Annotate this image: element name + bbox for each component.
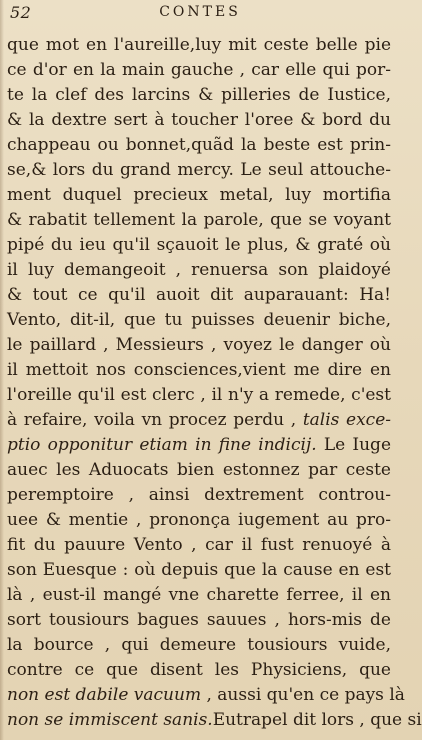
line-text: chappeau ou bonnet,quãd la beste est prin-: [7, 135, 391, 155]
text-line: [7, 408, 391, 433]
text-line: [7, 683, 405, 708]
text-line: [7, 283, 391, 308]
italic-latin-text: ptio opponitur etiam in fine indicij.: [7, 435, 317, 455]
line-text: peremptoire , ainsi dextrement controu-: [7, 485, 391, 505]
line-text: que mot en l'aureille,luy mit ceste belle pie: [7, 35, 391, 55]
line-text: Vento, dit-il, que tu puisses deuenir biche,: [7, 310, 391, 330]
line-text: Le Iuge: [316, 435, 392, 455]
text-line: [7, 383, 391, 408]
page-gutter-shadow: [0, 0, 4, 740]
italic-latin-text: talis exce-: [302, 410, 391, 430]
line-text: & la dextre sert à toucher l'oree & bord du: [7, 110, 391, 130]
text-line: [7, 183, 391, 208]
text-line: [7, 258, 391, 283]
text-line: [7, 458, 391, 483]
line-text: il mettoit nos consciences,vient me dire en: [7, 360, 391, 380]
line-text: & tout ce qu'il auoit dit auparauant: Ha!: [7, 285, 391, 305]
page-number: 52: [10, 3, 32, 22]
text-line: [7, 133, 391, 158]
line-text: ment duquel precieux metal, luy mortifia: [7, 185, 391, 205]
text-line: [7, 233, 391, 258]
line-text: sort tousiours bagues sauues , hors-mis de: [7, 610, 391, 630]
line-text: le paillard , Messieurs , voyez le danger où: [7, 335, 391, 355]
text-line: [7, 433, 391, 458]
line-text: son Euesque : où depuis que la cause en est: [7, 560, 391, 580]
line-text: , aussi qu'en ce pays là: [201, 685, 405, 705]
italic-latin-text: non est dabile vacuum: [7, 685, 202, 705]
text-line: [7, 558, 391, 583]
text-line: [7, 158, 391, 183]
line-text: contre ce que disent les Physiciens, que: [7, 660, 391, 680]
line-text: se,& lors du grand mercy. Le seul attouche-: [7, 160, 391, 180]
text-line: [7, 33, 391, 58]
text-line: [7, 608, 391, 633]
text-line: [7, 583, 391, 608]
text-line: [7, 533, 391, 558]
text-line: [7, 308, 391, 333]
line-text: & rabatit tellement la parole, que se voyant: [7, 210, 391, 230]
line-text: fit du pauure Vento , car il fust renuoyé à: [7, 535, 391, 555]
italic-latin-text: non se immiscent sanis.: [7, 710, 213, 730]
line-text: uee & mentie , prononça iugement au pro-: [7, 510, 391, 530]
text-line: [7, 708, 422, 733]
line-text: auec les Aduocats bien estonnez par ceste: [7, 460, 391, 480]
line-text: là , eust-il mangé vne charette ferree, il en: [7, 585, 391, 605]
text-line: [7, 333, 391, 358]
text-line: [7, 508, 391, 533]
text-line: [7, 358, 391, 383]
text-line: [7, 633, 391, 658]
line-text: l'oreille qu'il est clerc , il n'y a remede, c'est: [7, 385, 391, 405]
text-line: [7, 108, 391, 133]
body-text: [7, 33, 422, 733]
line-text: il luy demangeoit , renuersa son plaidoyé: [7, 260, 391, 280]
page-header: [6, 3, 394, 25]
line-text: la bource , qui demeure tousiours vuide,: [7, 635, 391, 655]
text-line: [7, 208, 391, 233]
text-line: [7, 58, 391, 83]
line-text: Eutrapel dit lors , que si: [212, 710, 422, 730]
text-line: [7, 658, 391, 683]
line-text: pipé du ieu qu'il sçauoit le plus, & graté où: [7, 235, 391, 255]
line-text: te la clef des larcins & pilleries de Iustice,: [7, 85, 391, 105]
running-head: CONTES: [159, 4, 241, 20]
text-line: [7, 483, 391, 508]
line-text: à refaire, voila vn procez perdu ,: [7, 410, 303, 430]
line-text: ce d'or en la main gauche , car elle qui por-: [7, 60, 391, 80]
text-line: [7, 83, 391, 108]
